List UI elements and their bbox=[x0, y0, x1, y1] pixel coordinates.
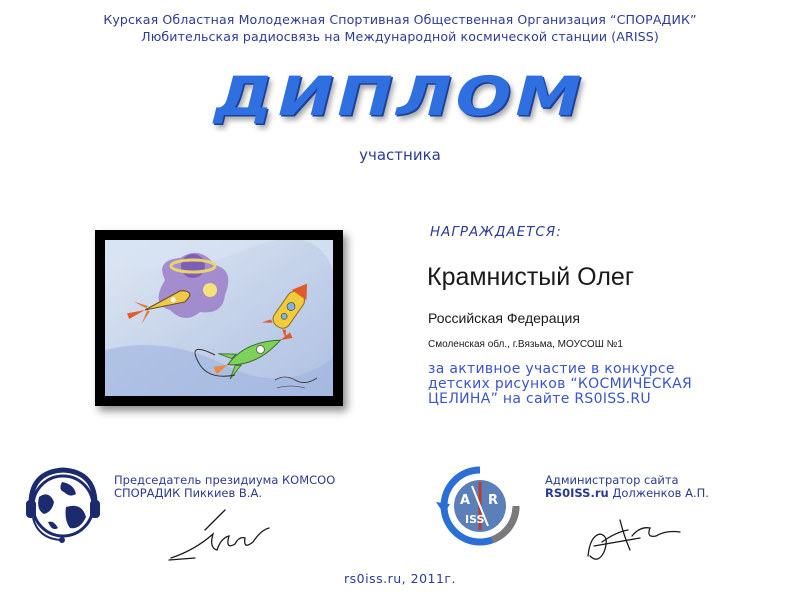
chairman-name-line: СПОРАДИК Пиккиев В.А. bbox=[114, 486, 263, 500]
award-reason-line: за активное участие в конкурсе bbox=[428, 361, 675, 377]
ariss-logo bbox=[432, 464, 528, 552]
footer-site-year: rs0iss.ru, 2011г. bbox=[344, 571, 456, 586]
award-reason-line: детских рисунков “КОСМИЧЕСКАЯ bbox=[428, 376, 692, 392]
administrator-title-line: Администратор сайта bbox=[545, 473, 679, 487]
recipient-name: Крамнистый Олег bbox=[427, 263, 634, 291]
program-name: Любительская радиосвязь на Международной космической станции (ARISS) bbox=[141, 29, 659, 44]
diploma-title: ДИПЛОМ bbox=[207, 64, 593, 129]
chairman-signature bbox=[165, 500, 295, 570]
organization-name: Курская Областная Молодежная Спортивная Общественная Организация “СПОРАДИК” bbox=[103, 12, 697, 27]
recipient-country: Российская Федерация bbox=[428, 310, 580, 326]
administrator-name-line bbox=[545, 487, 785, 500]
award-reason-line: ЦЕЛИНА” на сайте RS0ISS.RU bbox=[428, 391, 651, 407]
administrator-signature bbox=[580, 506, 690, 572]
ariss-logo-letter: ISS bbox=[465, 513, 485, 526]
chairman-title-line: Председатель президиума КОМСОО bbox=[114, 473, 336, 487]
administrator-title bbox=[545, 474, 785, 500]
recipient-school: Смоленская обл., г.Вязьма, МОУСОШ №1 bbox=[428, 339, 623, 350]
ariss-logo-letter: R bbox=[488, 493, 499, 508]
ariss-logo-letter: A bbox=[460, 493, 471, 508]
sporadik-logo bbox=[24, 462, 102, 550]
diploma-subtitle: участника bbox=[359, 146, 441, 164]
drawing-picture bbox=[95, 230, 343, 406]
awarded-label: НАГРАЖДАЕТСЯ: bbox=[430, 224, 562, 240]
administrator-site: RS0ISS.ru bbox=[545, 486, 609, 500]
chairman-title bbox=[114, 474, 384, 500]
administrator-name: Долженков А.П. bbox=[608, 486, 709, 500]
space-drawing-image bbox=[105, 240, 333, 396]
award-reason bbox=[428, 362, 768, 407]
